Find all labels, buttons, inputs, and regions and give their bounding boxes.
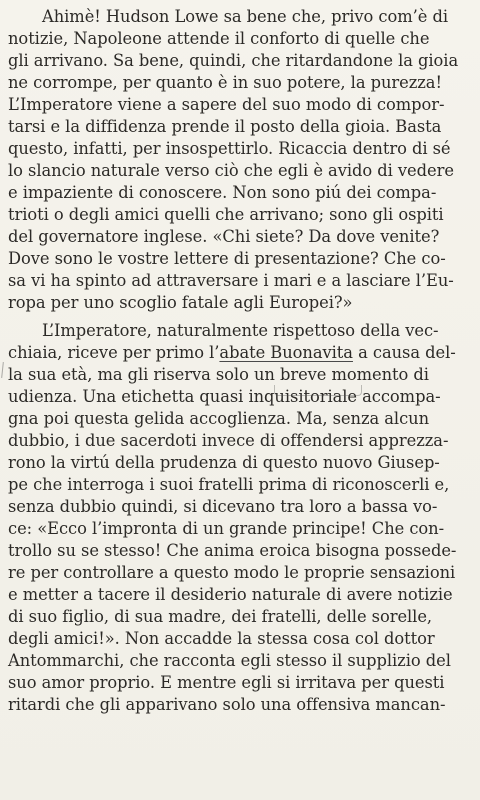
text-line: la sua età, ma gli riserva solo un breve momento di bbox=[8, 365, 429, 384]
text-line: dubbio, i due sacerdoti invece di offendersi apprezza- bbox=[8, 431, 449, 450]
text-line: Antommarchi, che racconta egli stesso il supplizio del bbox=[8, 651, 451, 670]
text-line: ne corrompe, per quanto è in suo potere, la purezza! bbox=[8, 73, 442, 92]
text-line: suo amor proprio. E mentre egli si irritava per questi bbox=[8, 673, 445, 692]
text-line-with-underline bbox=[8, 342, 456, 364]
text-line: di suo figlio, di sua madre, dei fratelli, delle sorelle, bbox=[8, 607, 433, 626]
text-line: del governatore inglese. «Chi siete? Da dove venite? bbox=[8, 227, 440, 246]
text-line: e metter a tacere il desiderio naturale di avere notizie bbox=[8, 585, 453, 604]
text-line: sa vi ha spinto ad attraversare i mari e a lasciare l’Eu- bbox=[8, 271, 454, 290]
text-line: tarsi e la diffidenza prende il posto della gioia. Basta bbox=[8, 117, 442, 136]
text-line: questo, infatti, per insospettirlo. Ricaccia dentro di sé bbox=[8, 139, 451, 158]
text-line: re per controllare a questo modo le proprie sensazioni bbox=[8, 563, 456, 582]
text-line: senza dubbio quindi, si dicevano tra loro a bassa vo- bbox=[8, 497, 438, 516]
text-line: L’Imperatore viene a sapere del suo modo di compor- bbox=[8, 95, 445, 114]
text-line: gli arrivano. Sa bene, quindi, che ritardandone la gioia bbox=[8, 51, 459, 70]
text-line: ce: «Ecco l’impronta di un grande principe! Che con- bbox=[8, 519, 445, 538]
text-fragment: a causa del- bbox=[352, 343, 456, 362]
text-line: gna poi questa gelida accoglienza. Ma, senza alcun bbox=[8, 409, 430, 428]
text-fragment: chiaia, riceve per primo l’ bbox=[8, 343, 220, 362]
text-line: e impaziente di conoscere. Non sono piú dei compa- bbox=[8, 183, 437, 202]
pencil-margin-mark bbox=[1, 362, 4, 378]
text-line: Ahimè! Hudson Lowe sa bene che, privo com’è di bbox=[42, 7, 448, 26]
text-line: lo slancio naturale verso ciò che egli è avido di vedere bbox=[8, 161, 454, 180]
text-line: degli amici!». Non accadde la stessa cosa col dottor bbox=[8, 629, 435, 648]
text-line: L’Imperatore, naturalmente rispettoso della vec- bbox=[42, 321, 439, 340]
text-line: udienza. Una etichetta quasi inquisitoriale accompa- bbox=[8, 387, 441, 406]
text-line: notizie, Napoleone attende il conforto di quelle che bbox=[8, 29, 430, 48]
underlined-name: abate Buonavita bbox=[219, 343, 353, 362]
text-line: trioti o degli amici quelli che arrivano; sono gli ospiti bbox=[8, 205, 444, 224]
text-line: ropa per uno scoglio fatale agli Europei?» bbox=[8, 293, 353, 312]
text-line: rono la virtú della prudenza di questo nuovo Giusep- bbox=[8, 453, 440, 472]
text-line: Dove sono le vostre lettere di presentazione? Che co- bbox=[8, 249, 446, 268]
text-line: ritardi che gli apparivano solo una offensiva mancan- bbox=[8, 695, 446, 714]
text-line: pe che interroga i suoi fratelli prima di riconoscerli e, bbox=[8, 475, 450, 494]
pencil-underline-mark bbox=[274, 385, 362, 396]
text-line: trollo su se stesso! Che anima eroica bisogna possede- bbox=[8, 541, 457, 560]
